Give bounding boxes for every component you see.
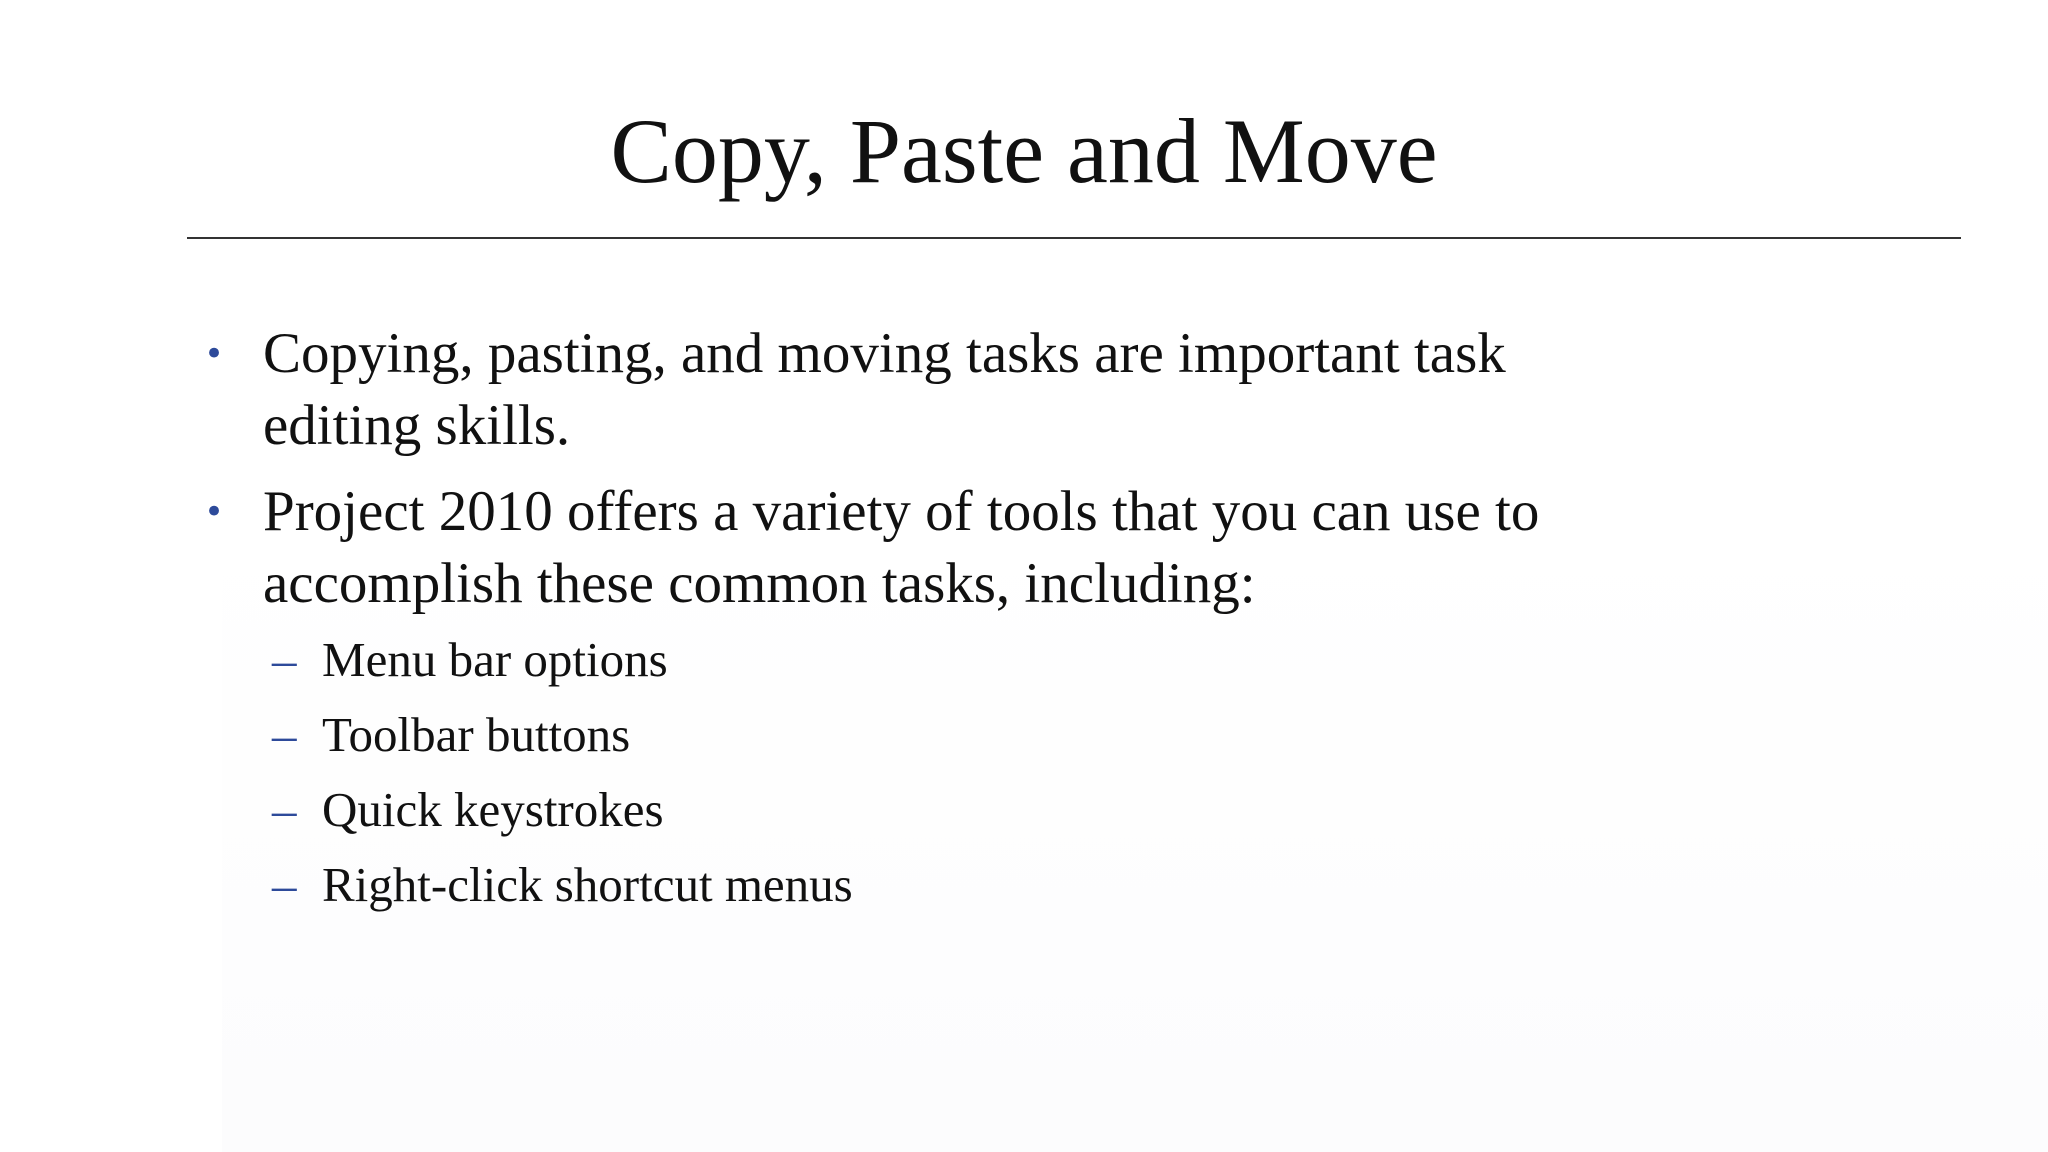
slide-title: Copy, Paste and Move [610, 100, 1438, 202]
sub-bullet-text: Right-click shortcut menus [322, 857, 853, 912]
sub-bullet-text: Menu bar options [322, 632, 668, 687]
dash-icon: – [272, 632, 297, 687]
sub-bullet-item [272, 622, 1624, 697]
sub-bullet-text: Toolbar buttons [322, 707, 631, 762]
sub-bullet-text: Quick keystrokes [322, 782, 664, 837]
bullet-item [204, 476, 1624, 922]
bullet-item [204, 318, 1624, 462]
bullet-list [204, 318, 1624, 936]
dash-icon: – [272, 707, 297, 762]
bullet-icon: • [204, 492, 225, 532]
sub-bullet-item [272, 697, 1624, 772]
bullet-text: Copying, pasting, and moving tasks are important task editing skills. [263, 322, 1506, 457]
bullet-icon: • [204, 334, 225, 374]
dash-icon: – [272, 857, 297, 912]
title-divider [187, 237, 1961, 239]
sub-bullet-list [272, 622, 1624, 922]
dash-icon: – [272, 782, 297, 837]
bullet-text: Project 2010 offers a variety of tools that you can use to accomplish these common tasks, including: [263, 480, 1540, 615]
sub-bullet-item [272, 772, 1624, 847]
sub-bullet-item [272, 847, 1624, 922]
